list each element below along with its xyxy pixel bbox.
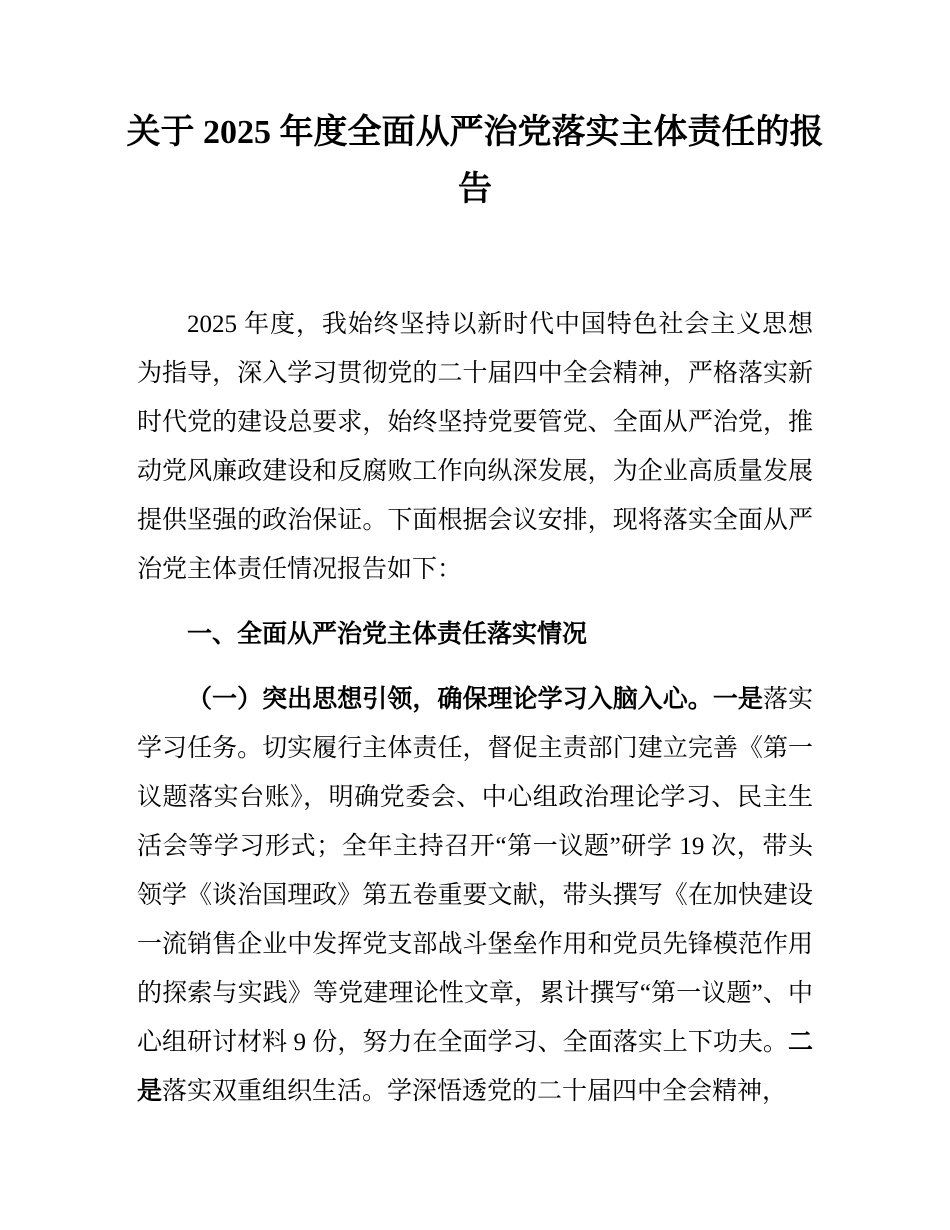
bold-text-run: 二是	[137, 1028, 813, 1105]
text-run: 2025 年度，我始终坚持以新时代中国特色社会主义思想为指导，深入学习贯彻党的二十届四中全会精神，严格落实新时代党的建设总要求，始终坚持党要管党、全面从严治党，推动党风廉政建设和反腐败工作向纵深发展，为企业高质量发展提供坚强的政治保证。下面根据会议安排，现将落实全面从严治党主体责任情况报告如下：	[137, 311, 813, 583]
document-title: 关于 2025 年度全面从严治党落实主体责任的报告	[126, 114, 824, 208]
body-paragraph	[137, 675, 813, 1116]
bold-text-run: 一、全面从严治党主体责任落实情况	[187, 620, 588, 648]
body-paragraph	[137, 300, 813, 594]
bold-text-run: （一）突出思想引领，确保理论学习入脑入心。一是	[187, 685, 763, 713]
section-heading	[137, 610, 813, 659]
document-body	[137, 300, 813, 1116]
text-run: 落实双重组织生活。学深悟透党的二十届四中全会精神，	[162, 1078, 788, 1105]
text-run: 落实学习任务。切实履行主体责任，督促主责部门建立完善《第一议题落实台账》，明确党委会、中心组政治理论学习、民主生活会等学习形式；全年主持召开“第一议题”研学 19 次，带头领学《谈治国理政》第五卷重要文献，带头撰写《在加快建设一流销售企业中发挥党支部战斗堡垒作用和党员先锋模范作用的探索与实践》等党建理论性文章，累计撰写“第一议题”、中心组研讨材料 9 份，努力在全面学习、全面落实上下功夫。	[137, 686, 813, 1056]
